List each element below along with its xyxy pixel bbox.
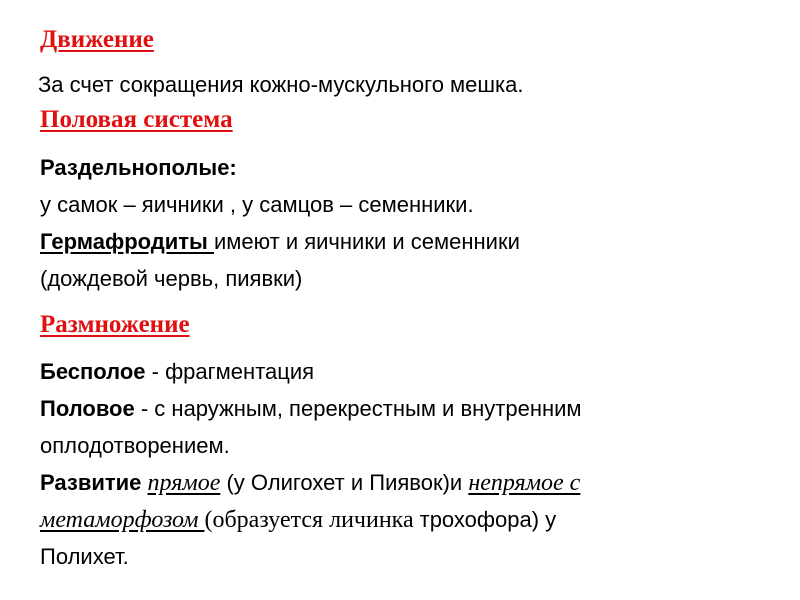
hermaphrodites-text: имеют и яичники и семенники (213, 229, 520, 254)
asexual-line (40, 359, 314, 385)
sexual-label: Половое (40, 396, 135, 421)
sexual-text-cont: оплодотворением. (40, 433, 230, 458)
development-label: Развитие (40, 470, 142, 495)
movement-text: За счет сокращения кожно-мускульного мешка. (38, 72, 524, 97)
hermaphrodites-label: Гермафродиты (40, 229, 214, 254)
indirect-note-sans: трохофора) у (419, 507, 557, 532)
direct-development: прямое (147, 470, 221, 496)
hermaphrodites-examples: (дождевой червь, пиявки) (40, 266, 303, 291)
reproductive-system-heading: Половая система (40, 106, 233, 133)
indirect-line (40, 507, 556, 534)
sexual-text: - с наружным, перекрестным и внутренним (134, 396, 582, 421)
asexual-text: - фрагментация (145, 359, 315, 384)
asexual-label: Бесполое (40, 359, 146, 384)
separate-sexes-text: у самок – яичники , у самцов – семенники. (40, 192, 474, 217)
indirect-development-1: непрямое с (468, 470, 581, 496)
reproduction-heading: Размножение (40, 311, 190, 338)
separate-sexes-label: Раздельнополые: (40, 155, 237, 180)
sexual-line (40, 396, 582, 422)
movement-heading: Движение (40, 26, 154, 53)
polychaetes: Полихет. (40, 544, 129, 569)
indirect-development-2: метаморфозом (40, 507, 205, 533)
direct-note: (у Олигохет и Пиявок)и (220, 470, 469, 495)
hermaphrodites-line (40, 229, 520, 255)
development-line (40, 470, 580, 497)
indirect-note-serif: (образуется личинка (204, 507, 420, 533)
